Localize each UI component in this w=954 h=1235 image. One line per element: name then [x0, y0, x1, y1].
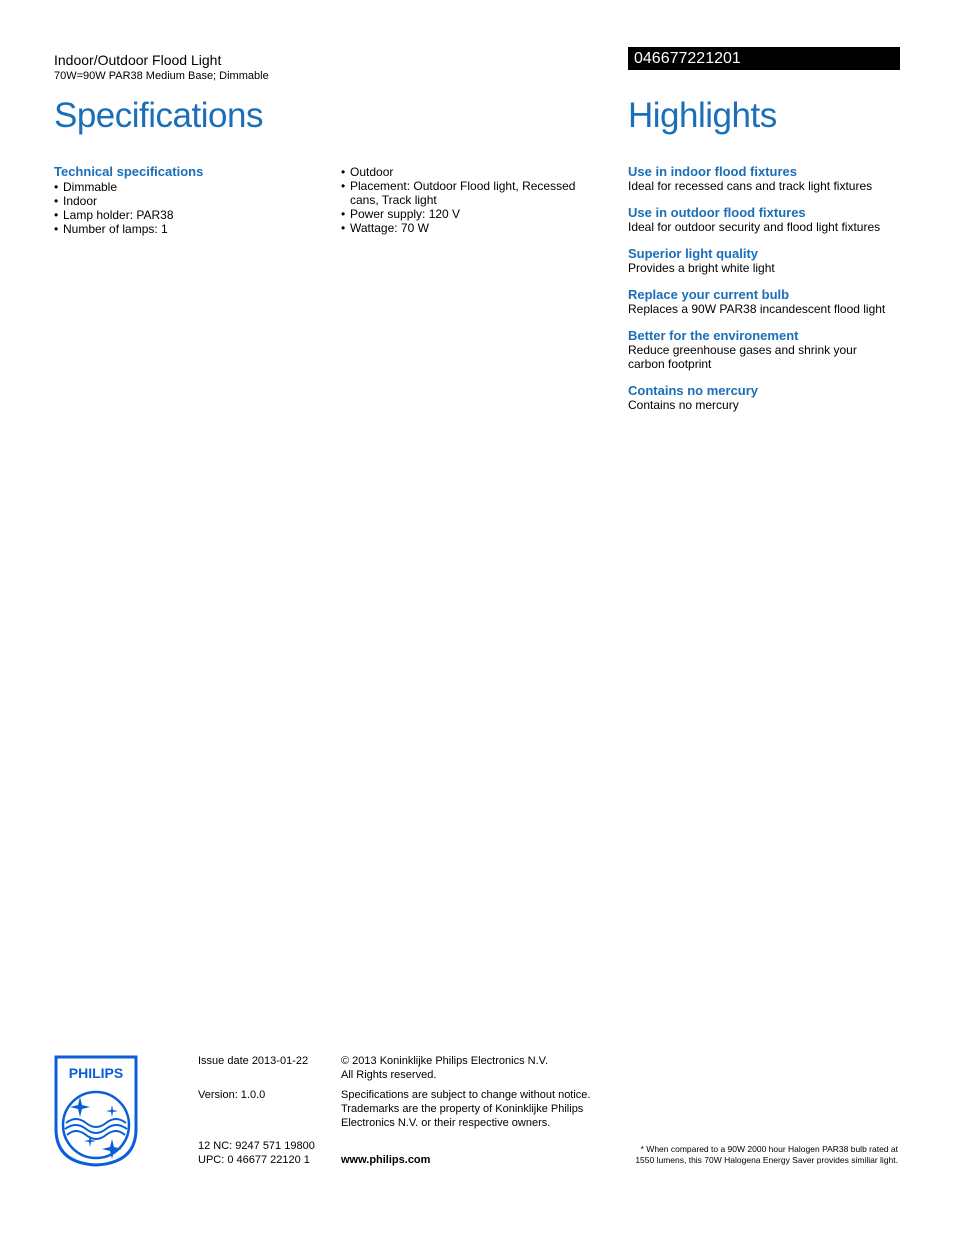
highlight-item [628, 247, 908, 275]
highlights-list [628, 165, 908, 425]
highlight-heading: Replace your current bulb [628, 287, 790, 302]
highlight-item [628, 384, 908, 412]
product-code-bar: 046677221201 [628, 47, 900, 70]
logo-wordmark: PHILIPS [68, 1065, 124, 1081]
notice-line-2: Trademarks are the property of Koninklijke Philips [341, 1103, 584, 1115]
highlight-heading: Better for the environement [628, 328, 799, 343]
highlight-heading: Contains no mercury [628, 383, 759, 398]
philips-logo [54, 1055, 138, 1172]
spec-item: • Indoor [54, 194, 324, 208]
philips-shield-icon [54, 1055, 138, 1167]
specs-list-1 [54, 180, 324, 236]
highlight-heading: Use in indoor flood fixtures [628, 164, 798, 179]
website-link[interactable]: www.philips.com [341, 1154, 431, 1166]
version: Version: 1.0.0 [198, 1089, 266, 1101]
highlight-description: Provides a bright white light [628, 261, 775, 275]
spec-item: • Number of lamps: 1 [54, 222, 324, 236]
highlights-title: Highlights [628, 96, 777, 135]
product-subtitle: 70W=90W PAR38 Medium Base; Dimmable [54, 70, 269, 82]
spec-item: • Dimmable [54, 180, 324, 194]
footnote [628, 1144, 898, 1166]
highlight-description: Ideal for outdoor security and flood light fixtures [628, 220, 881, 234]
specifications-title: Specifications [54, 96, 263, 135]
spec-item: • Wattage: 70 W [341, 221, 611, 235]
highlight-description: Replaces a 90W PAR38 incandescent flood light [628, 302, 886, 316]
notice-line-1: Specifications are subject to change without notice. [341, 1089, 591, 1101]
highlight-item [628, 165, 908, 193]
highlight-item [628, 206, 908, 234]
notice-line-3: Electronics N.V. or their respective owners. [341, 1117, 551, 1129]
upc-number: UPC: 0 46677 22120 1 [198, 1154, 310, 1166]
specs-column-2 [341, 165, 611, 235]
highlight-description: Reduce greenhouse gases and shrink your carbon footprint [628, 343, 857, 371]
highlight-item [628, 329, 908, 371]
footnote-line-2: 1550 lumens, this 70W Halogena Energy Saver provides similiar light. [635, 1155, 898, 1165]
footnote-line-1: * When compared to a 90W 2000 hour Halogen PAR38 bulb rated at [640, 1144, 898, 1154]
spec-item: • Power supply: 120 V [341, 207, 611, 221]
nc-number: 12 NC: 9247 571 19800 [198, 1140, 315, 1152]
highlight-description: Contains no mercury [628, 398, 739, 412]
spec-item: • Outdoor [341, 165, 611, 179]
copyright-line-1: © 2013 Koninklijke Philips Electronics N.V. [341, 1055, 549, 1067]
highlight-heading: Superior light quality [628, 246, 759, 261]
copyright-line-2: All Rights reserved. [341, 1069, 437, 1081]
issue-date: Issue date 2013-01-22 [198, 1055, 309, 1067]
highlight-item [628, 288, 908, 316]
highlight-description: Ideal for recessed cans and track light fixtures [628, 179, 873, 193]
spec-item: • Placement: Outdoor Flood light, Recessed cans, Track light [341, 179, 605, 207]
specs-list-2 [341, 165, 611, 235]
specs-column-1 [54, 164, 324, 236]
product-name: Indoor/Outdoor Flood Light [54, 52, 222, 68]
spec-item: • Lamp holder: PAR38 [54, 208, 324, 222]
highlight-heading: Use in outdoor flood fixtures [628, 205, 806, 220]
technical-specifications-heading: Technical specifications [54, 164, 204, 179]
